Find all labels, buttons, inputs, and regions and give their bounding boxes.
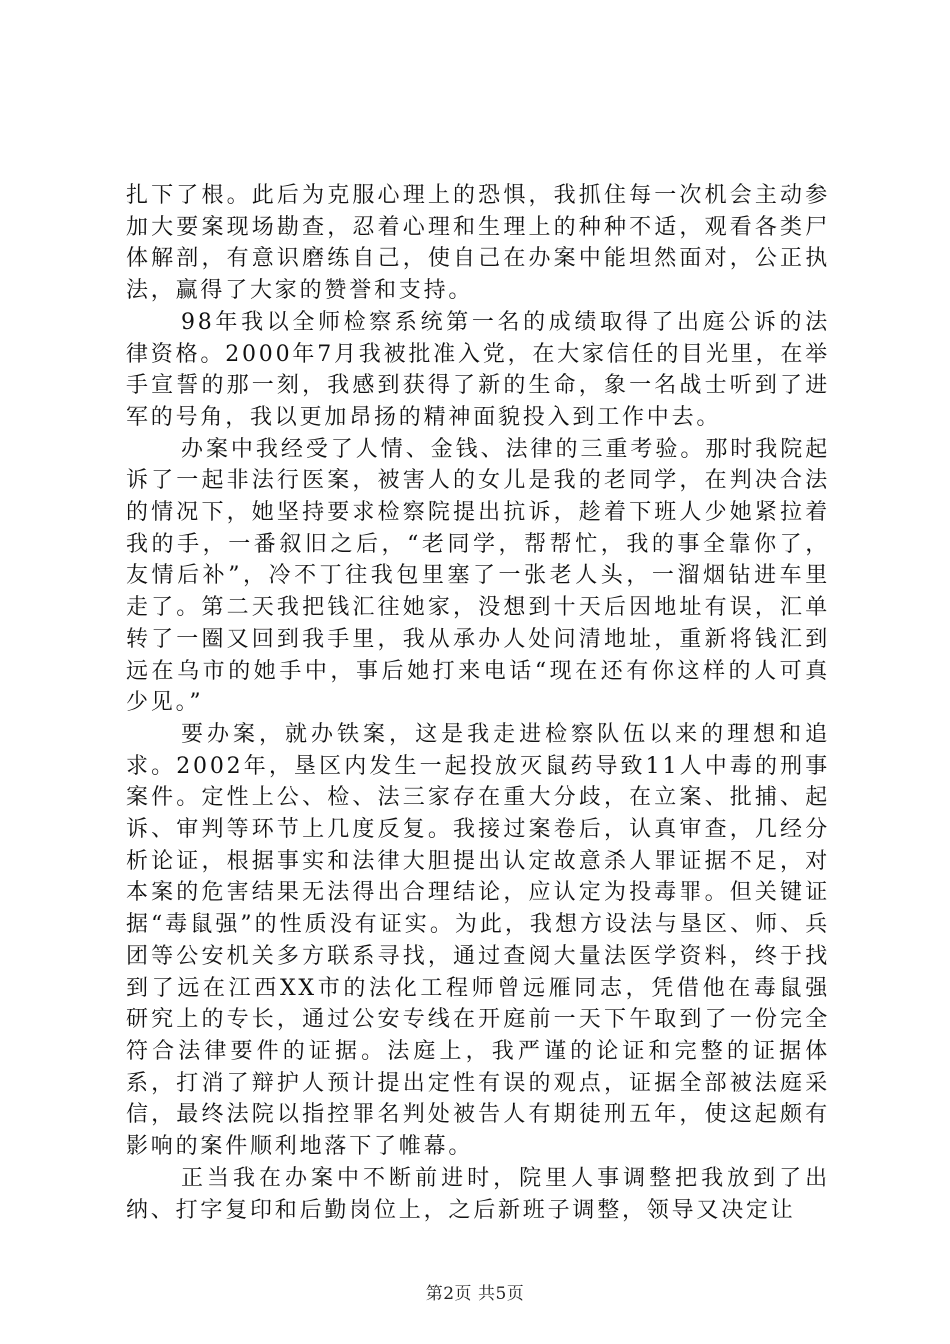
- paragraph-2: 98年我以全师检察系统第一名的成绩取得了出庭公诉的法律资格。2000年7月我被批准入党，在大家信任的目光里，在举手宣誓的那一刻，我感到获得了新的生命，象一名战士听到了进军的号角，我以更加昂扬的精神面貌投入到工作中去。: [126, 309, 830, 430]
- page-footer: 第2页 共5页: [425, 1284, 525, 1304]
- paragraph-3: 办案中我经受了人情、金钱、法律的三重考验。那时我院起诉了一起非法行医案，被害人的女儿是我的老同学，在判决合法的情况下，她坚持要求检察院提出抗诉，趁着下班人少她紧拉着我的手，一番叙旧之后，“老同学，帮帮忙，我的事全靠你了，友情后补”，冷不丁往我包里塞了一张老人头，一溜烟钻进车里走了。第二天我把钱汇往她家，没想到十天后因地址有误，汇单转了一圈又回到我手里，我从承办人处问清地址，重新将钱汇到远在乌市的她手中，事后她打来电话“现在还有你这样的人可真少见。”: [126, 436, 830, 716]
- body-text: [126, 180, 830, 1226]
- paragraph-5: 正当我在办案中不断前进时，院里人事调整把我放到了出纳、打字复印和后勤岗位上，之后新班子调整，领导又决定让: [126, 1165, 830, 1223]
- paragraph-4: 要办案，就办铁案，这是我走进检察队伍以来的理想和追求。2002年，垦区内发生一起投放灭鼠药导致11人中毒的刑事案件。定性上公、检、法三家存在重大分歧，在立案、批捕、起诉、审判等环节上几度反复。我接过案卷后，认真审查，几经分析论证，根据事实和法律大胆提出认定故意杀人罪证据不足，对本案的危害结果无法得出合理结论，应认定为投毒罪。但关键证据“毒鼠强”的性质没有证实。为此，我想方设法与垦区、师、兵团等公安机关多方联系寻找，通过查阅大量法医学资料，终于找到了远在江西XX市的法化工程师曾远雁同志，凭借他在毒鼠强研究上的专长，通过公安专线在开庭前一天下午取到了一份完全符合法律要件的证据。法庭上，我严谨的论证和完整的证据体系，打消了辩护人预计提出定性有误的观点，证据全部被法庭采信，最终法院以指控罪名判处被告人有期徒刑五年，使这起颇有影响的案件顺利地落下了帷幕。: [126, 721, 830, 1160]
- paragraph-1: 扎下了根。此后为克服心理上的恐惧，我抓住每一次机会主动参加大要案现场勘查，忍着心理和生理上的种种不适，观看各类尸体解剖，有意识磨练自己，使自己在办案中能坦然面对，公正执法，赢得了大家的赞誉和支持。: [126, 183, 830, 304]
